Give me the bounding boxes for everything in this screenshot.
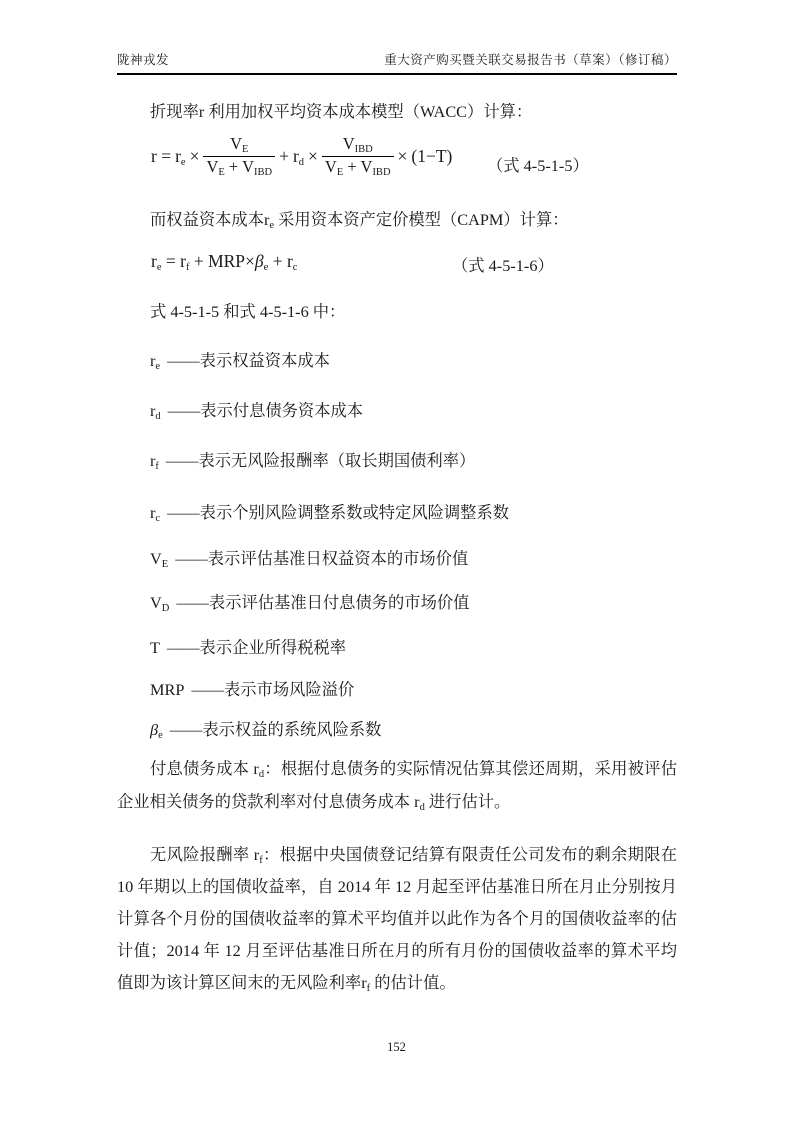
- formula-wacc-lhs: r =: [151, 146, 172, 167]
- definition-t: T ——表示企业所得税税率: [150, 638, 347, 657]
- paragraph-risk-free-line-1: 无风险报酬率 rf：根据中央国债登记结算有限责任公司发布的剩余期限在: [150, 845, 677, 866]
- formula-wacc-re: re: [175, 145, 186, 168]
- paragraph-capm-intro-pre: 而权益资本成本r: [150, 210, 270, 229]
- paragraph-capm-intro: [117, 204, 677, 242]
- formula-wacc-tax-term: (1−T): [411, 146, 453, 167]
- paragraph-capm-intro-sub: e: [269, 220, 275, 231]
- fraction-denominator: VE + VIBD: [322, 156, 394, 179]
- paragraph-formula-note-text: 式 4-5-1-5 和式 4-5-1-6 中：: [150, 302, 346, 321]
- paragraph-discount-rate-text: 折现率r 利用加权平均资本成本模型（WACC）计算：: [150, 102, 533, 121]
- formula-capm-label: （式 4-5-1-6）: [452, 256, 554, 275]
- formula-capm: [149, 251, 299, 273]
- page-number: 152: [387, 1040, 406, 1054]
- page-header: [117, 50, 677, 75]
- paragraph-risk-free-line-4: 计值；2014 年 12 月至评估基准日所在月的所有月份的国债收益率的算术平均: [117, 941, 677, 960]
- definition-rd: rd ——表示付息债务资本成本: [150, 401, 364, 422]
- paragraph-risk-free-line-2: 10 年期以上的国债收益率，自 2014 年 12 月起至评估基准日所在月止分别按月: [117, 877, 677, 896]
- formula-wacc-fraction-debt: [322, 134, 394, 179]
- formula-wacc-times-2: ×: [308, 146, 318, 167]
- paragraph-debt-cost-line-1: 付息债务成本 rd：根据付息债务的实际情况估算其偿还周期，采用被评估: [150, 759, 677, 780]
- paragraph-risk-free-line-5: 值即为该计算区间末的无风险利率rf 的估计值。: [117, 973, 456, 994]
- paragraph-debt-cost: [117, 753, 677, 818]
- fraction-numerator: VIBD: [342, 134, 373, 155]
- paragraph-debt-cost-line-2: 企业相关债务的贷款利率对付息债务成本 rd 进行估计。: [117, 791, 511, 813]
- fraction-denominator: VE + VIBD: [203, 156, 275, 179]
- formula-wacc-fraction-equity: [203, 134, 275, 179]
- paragraph-risk-free-rate: [117, 839, 677, 999]
- definition-vd: VD ——表示评估基准日付息债务的市场价值: [150, 593, 470, 614]
- formula-wacc: [149, 134, 454, 179]
- paragraph-risk-free-line-3: 计算各个月份的国债收益率的算术平均值并以此作为各个月的国债收益率的估: [117, 909, 677, 928]
- formula-wacc-times-3: ×: [397, 146, 408, 167]
- paragraph-formula-note: [117, 296, 677, 328]
- definition-ve: VE ——表示评估基准日权益资本的市场价值: [150, 549, 469, 570]
- paragraph-capm-intro-post: 采用资本资产定价模型（CAPM）计算：: [274, 210, 569, 229]
- formula-capm-expression: re = rf + MRP×βe + rc: [151, 251, 298, 273]
- definition-re: re ——表示权益资本成本: [150, 351, 330, 372]
- fraction-numerator: VE: [230, 134, 249, 155]
- formula-wacc-plus: +: [279, 146, 289, 167]
- formula-wacc-times-1: ×: [189, 146, 200, 167]
- formula-wacc-rd: rd: [292, 145, 305, 168]
- definition-rf: rf ——表示无风险报酬率（取长期国债利率）: [150, 451, 476, 472]
- paragraph-discount-rate: [117, 96, 677, 128]
- header-left-title: 陇神戎发: [117, 53, 170, 67]
- definition-rc: rc ——表示个别风险调整系数或特定风险调整系数: [150, 503, 510, 524]
- definition-beta: βe ——表示权益的系统风险系数: [150, 720, 382, 741]
- header-right-title: 重大资产购买暨关联交易报告书（草案）（修订稿）: [384, 53, 677, 67]
- definition-mrp: MRP ——表示市场风险溢价: [150, 680, 355, 699]
- formula-wacc-label: （式 4-5-1-5）: [487, 156, 589, 175]
